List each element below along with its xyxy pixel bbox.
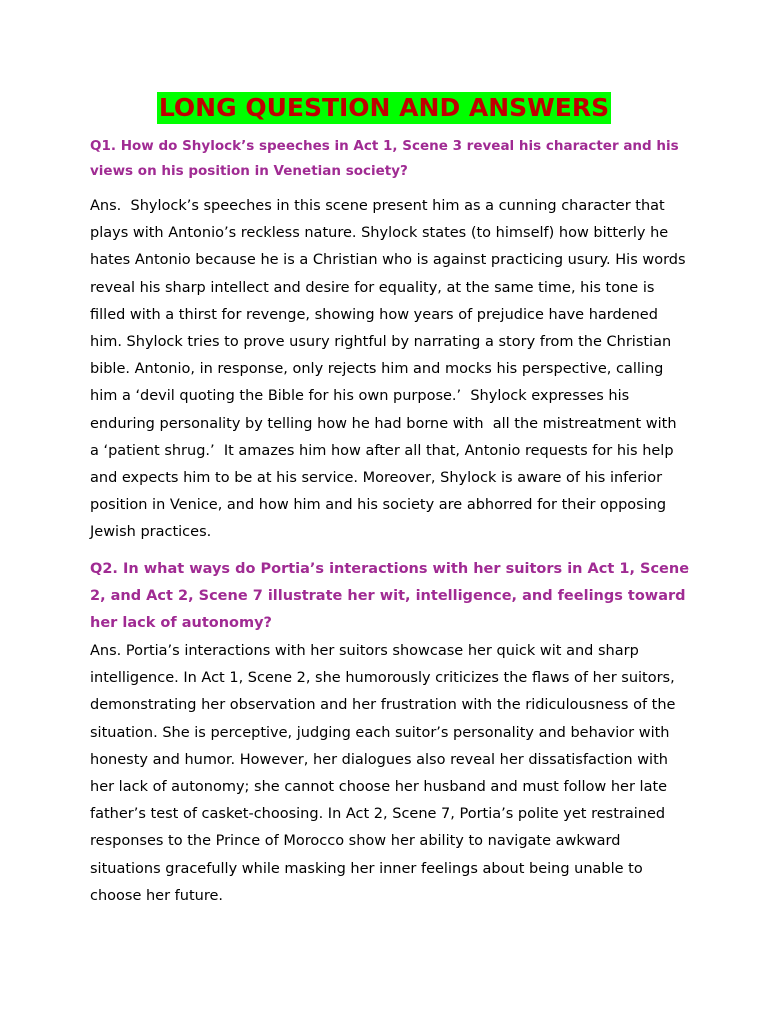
answer-1: Ans. Shylock’s speeches in this scene present him as a cunning character that plays with Antonio’s reckless nature. Shylock states (to himself) how bitterly he hates Antonio because he is a Christian who is against practicing usury. His words reveal his sharp intellect and desire for equality, at the same time, his tone is filled with a thirst for revenge, showing how years of prejudice have hardened him. Shylock tries to prove usury rightful by narrating a story from the Christian bible. Antonio, in response, only rejects him and mocks his perspective, calling him a ‘devil quoting the Bible for his own purpose.’ Shylock expresses his enduring personality by telling how he had borne with all the mistreatment with a ‘patient shrug.’ It amazes him how after all that, Antonio requests for his help and expects him to be at his service. Moreover, Shylock is aware of his inferior position in Venice, and how him and his society are abhorred for their opposing Jewish practices. xyxy=(90,198,691,541)
question-1: Q1. How do Shylock’s speeches in Act 1, Scene 3 reveal his character and his views on his position in Venetian society? xyxy=(90,138,679,179)
page-title: LONG QUESTION AND ANSWERS xyxy=(158,93,610,122)
question-2: Q2. In what ways do Portia’s interactions with her suitors in Act 1, Scene 2, and Act 2, Scene 7 illustrate her wit, intelligence, and feelings toward her lack of autonomy? xyxy=(90,561,690,631)
title-container xyxy=(0,92,768,124)
answer-2: Ans. Portia’s interactions with her suitors showcase her quick wit and sharp intelligence. In Act 1, Scene 2, she humorously criticizes the flaws of her suitors, demonstrating her observation and her frustration with the ridiculousness of the situation. She is perceptive, judging each suitor’s personality and behavior with honesty and humor. However, her dialogues also reveal her dissatisfaction with her lack of autonomy; she cannot choose her husband and must follow her late father’s test of casket-choosing. In Act 2, Scene 7, Portia’s polite yet restrained responses to the Prince of Morocco show her ability to navigate awkward situations gracefully while masking her inner feelings about being unable to choose her future. xyxy=(90,643,681,904)
